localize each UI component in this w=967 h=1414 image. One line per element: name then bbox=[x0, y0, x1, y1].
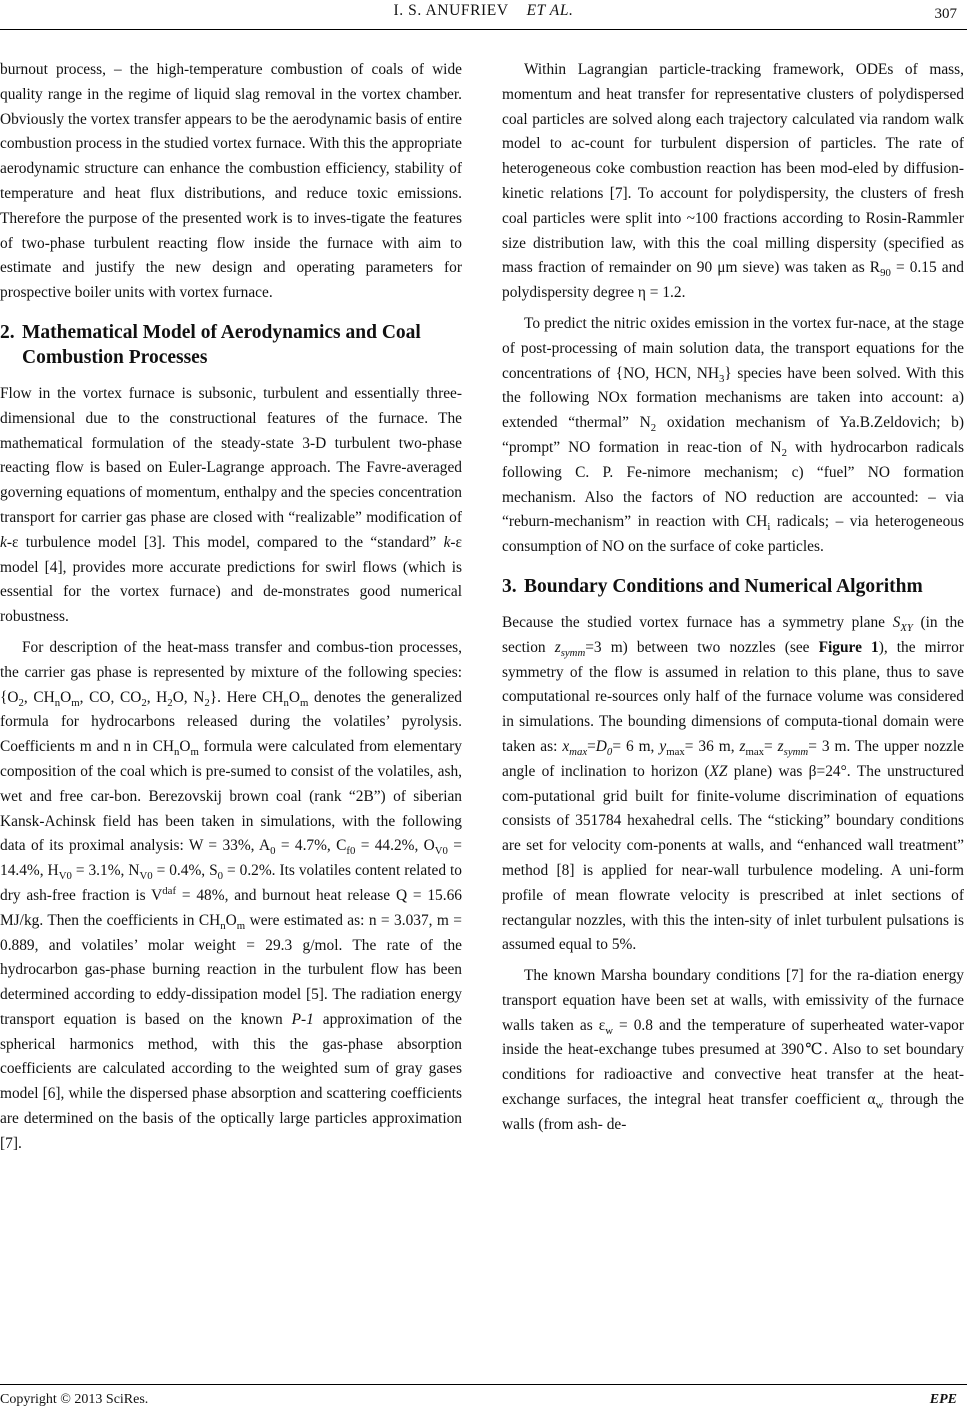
paragraph: Because the studied vortex furnace has a symmetry plane $S_{XY}$ (in the section $z_{symm}=3$ m) between two nozzles (see Figure 1), the mirror symmetry of the flow is assumed in relation to this plane, thus to save computational re-sources only half of the furnace volume was considered in simulations. The bounding dimensions of computa-tional domain were taken as: $x_{max}=D_0= 6$ m, $y_{max}= 36$ m, $z_{max}= z_{symm}= 3$ m. The upper nozzle angle of inclination to horizon (XZ plane) was β=24°. The unstructured com-putational grid built for finite-volume discrimination of equations consists of 351784 hexahedral cells. The “sticking” boundary conditions are set for velocity com-ponents at walls, and “enhanced wall treatment” method [8] is applied for near-wall turbulence modeling. A uni-form profile of mean flowrate velocity is prescribed at inlet sections of rectangular nozzles, with this the inten-sity of inlet turbulent pulsations is assumed equal to 5%. bbox=[502, 613, 964, 954]
footer-rule bbox=[0, 1384, 967, 1385]
running-title bbox=[0, 2, 967, 20]
left-column bbox=[0, 58, 462, 1157]
header-rule bbox=[0, 29, 967, 30]
journal-abbrev: EPE bbox=[929, 1392, 957, 1407]
paragraph: For description of the heat-mass transfer and combus-tion processes, the carrier gas phase is represented by mixture of the following species: {$O_2$, $CH_nO_m$, CO, $CO_2$, $H_2O$, $N_2$}. Here $CH_nO_m$ denotes the generalized formula for hydrocarbons released during the volatiles’ pyrolysis. Coefficients m and n in $CH_nO_m$ formula were calculated from elementary composition of the coal which is pre-sumed to consist of the volatiles, ash, wet and free car-bon. Berezovskij brown coal (rank “2B”) of siberian Kansk-Achinsk field has been taken in simulations, with the following data of its proximal analysis: W = 33%, $A_0 = 4.7\%$, $C_{f0} = 44.2\%$, $O_{V0} = 14.4\%$, $H_{V0} = 3.1\%$, $N_{V0} = 0.4\%$, $S_0 = 0.2\%$. Its volatiles content related to dry ash-free fraction is $V^{daf} = 48\%$, and burnout heat release Q = 15.66 MJ/kg. Then the coefficients in $CH_nO_m$ were estimated as: n = 3.037, m = 0.889, and volatiles’ molar weight = 29.3 g/mol. The rate of the hydrocarbon gas-phase burning reaction in the turbulent flow has been determined according to eddy-dissipation model [5]. The radiation energy transport equation is based on the known P-1 approximation of the spherical harmonics method, with this the gas-phase absorption coefficients are calculated according to the weighted sum of gray gases model [6], while the dispersed phase absorption and scattering coefficients are determined on the basis of the optically large particles approximation [7]. bbox=[0, 638, 463, 1152]
paragraph: Flow in the vortex furnace is subsonic, turbulent and essentially three-dimensional due to the constructional features of the furnace. The mathematical formulation of the steady-state 3-D turbulent two-phase reacting flow is based on Euler-Lagrange approach. The Favre-averaged governing equations of momentum, enthalpy and the species concentration transport for carrier gas phase are closed with “realizable” modification of k-ε turbulence model [3]. This model, compared to the “standard” k-ε model [4], provides more accurate predictions for swirl flows (which is essential for the vortex furnace) and de-monstrates good numerical robustness. bbox=[0, 384, 462, 626]
page-number: 307 bbox=[934, 6, 957, 22]
copyright-text: Copyright © 2013 SciRes. bbox=[0, 1392, 149, 1407]
section-heading: 3. Boundary Conditions and Numerical Algorithm bbox=[502, 575, 923, 597]
paragraph: To predict the nitric oxides emission in the vortex fur-nace, at the stage of post-processing of main solution data, the transport equations for the concentrations of {NO, HCN, $NH_3$} species have been solved. With this the following NOx formation mechanisms are taken into account: a) extended “thermal” $N_2$ oxidation mechanism of Ya.B.Zeldovich; b) “prompt” NO formation in reac-tion of $N_2$ with hydrocarbon radicals following C. P. Fe-nimore mechanism; c) “fuel” NO formation mechanism. Also the factors of NO reduction are accounted: – via “reburn-mechanism” in reaction with $CH_i$ radicals; – via heterogeneous consumption of NO on the surface of coke particles. bbox=[502, 314, 964, 556]
running-header bbox=[0, 2, 967, 28]
paragraph: Within Lagrangian particle-tracking framework, ODEs of mass, momentum and heat transfer for representative clusters of polydispersed coal particles are solved along each trajectory calculated via random walk model to ac-count for turbulent dispersion of particles. The rate of heterogeneous coke combustion reaction has been mod-eled by diffusion-kinetic relations [7]. To account for polydispersity, the clusters of fresh coal particles were split into ~100 fractions according to Rosin-Rammler size distribution law, with this the coal milling dispersity (specified as mass fraction of remainder on 90 μm sieve) was taken as $R_{90} = 0.15$ and polydispersity degree η = 1.2. bbox=[502, 61, 964, 302]
header-etal: ET AL. bbox=[526, 2, 574, 19]
header-authors: I. S. ANUFRIEV bbox=[393, 2, 509, 19]
right-column bbox=[502, 58, 964, 1138]
section-heading: 2. Mathematical Model of Aerodynamics and Coal Combustion Processes bbox=[0, 321, 421, 368]
figure-reference[interactable]: Figure 1 bbox=[818, 638, 879, 656]
paragraph: The known Marsha boundary conditions [7] for the ra-diation energy transport equation have been set at walls, with emissivity of the furnace walls taken as $\varepsilon_w = 0.8$ and the temperature of superheated water-vapor inside the heat-exchange tubes presumed at 390℃. Also to set boundary conditions for radioactive and convective heat transfer at the heat-exchange surfaces, the integral heat transfer coefficient $\alpha_w$ through the walls (from ash- de- bbox=[502, 967, 964, 1133]
paragraph: burnout process, – the high-temperature combustion of coals of wide quality range in the regime of liquid slag removal in the vortex chamber. Obviously the vortex transfer appears to be the aerodynamic basis of entire combustion process in the studied vortex furnace. With this the appropriate aerodynamic structure can enhance the combustion efficiency, stability of temperature and heat flux distributions, and reduce toxic emissions. Therefore the purpose of the presented work is to inves-tigate the features of two-phase turbulent reacting flow inside the furnace with aim to estimate and justify the new design and operating parameters for prospective boiler units with vortex furnace. bbox=[0, 61, 462, 302]
